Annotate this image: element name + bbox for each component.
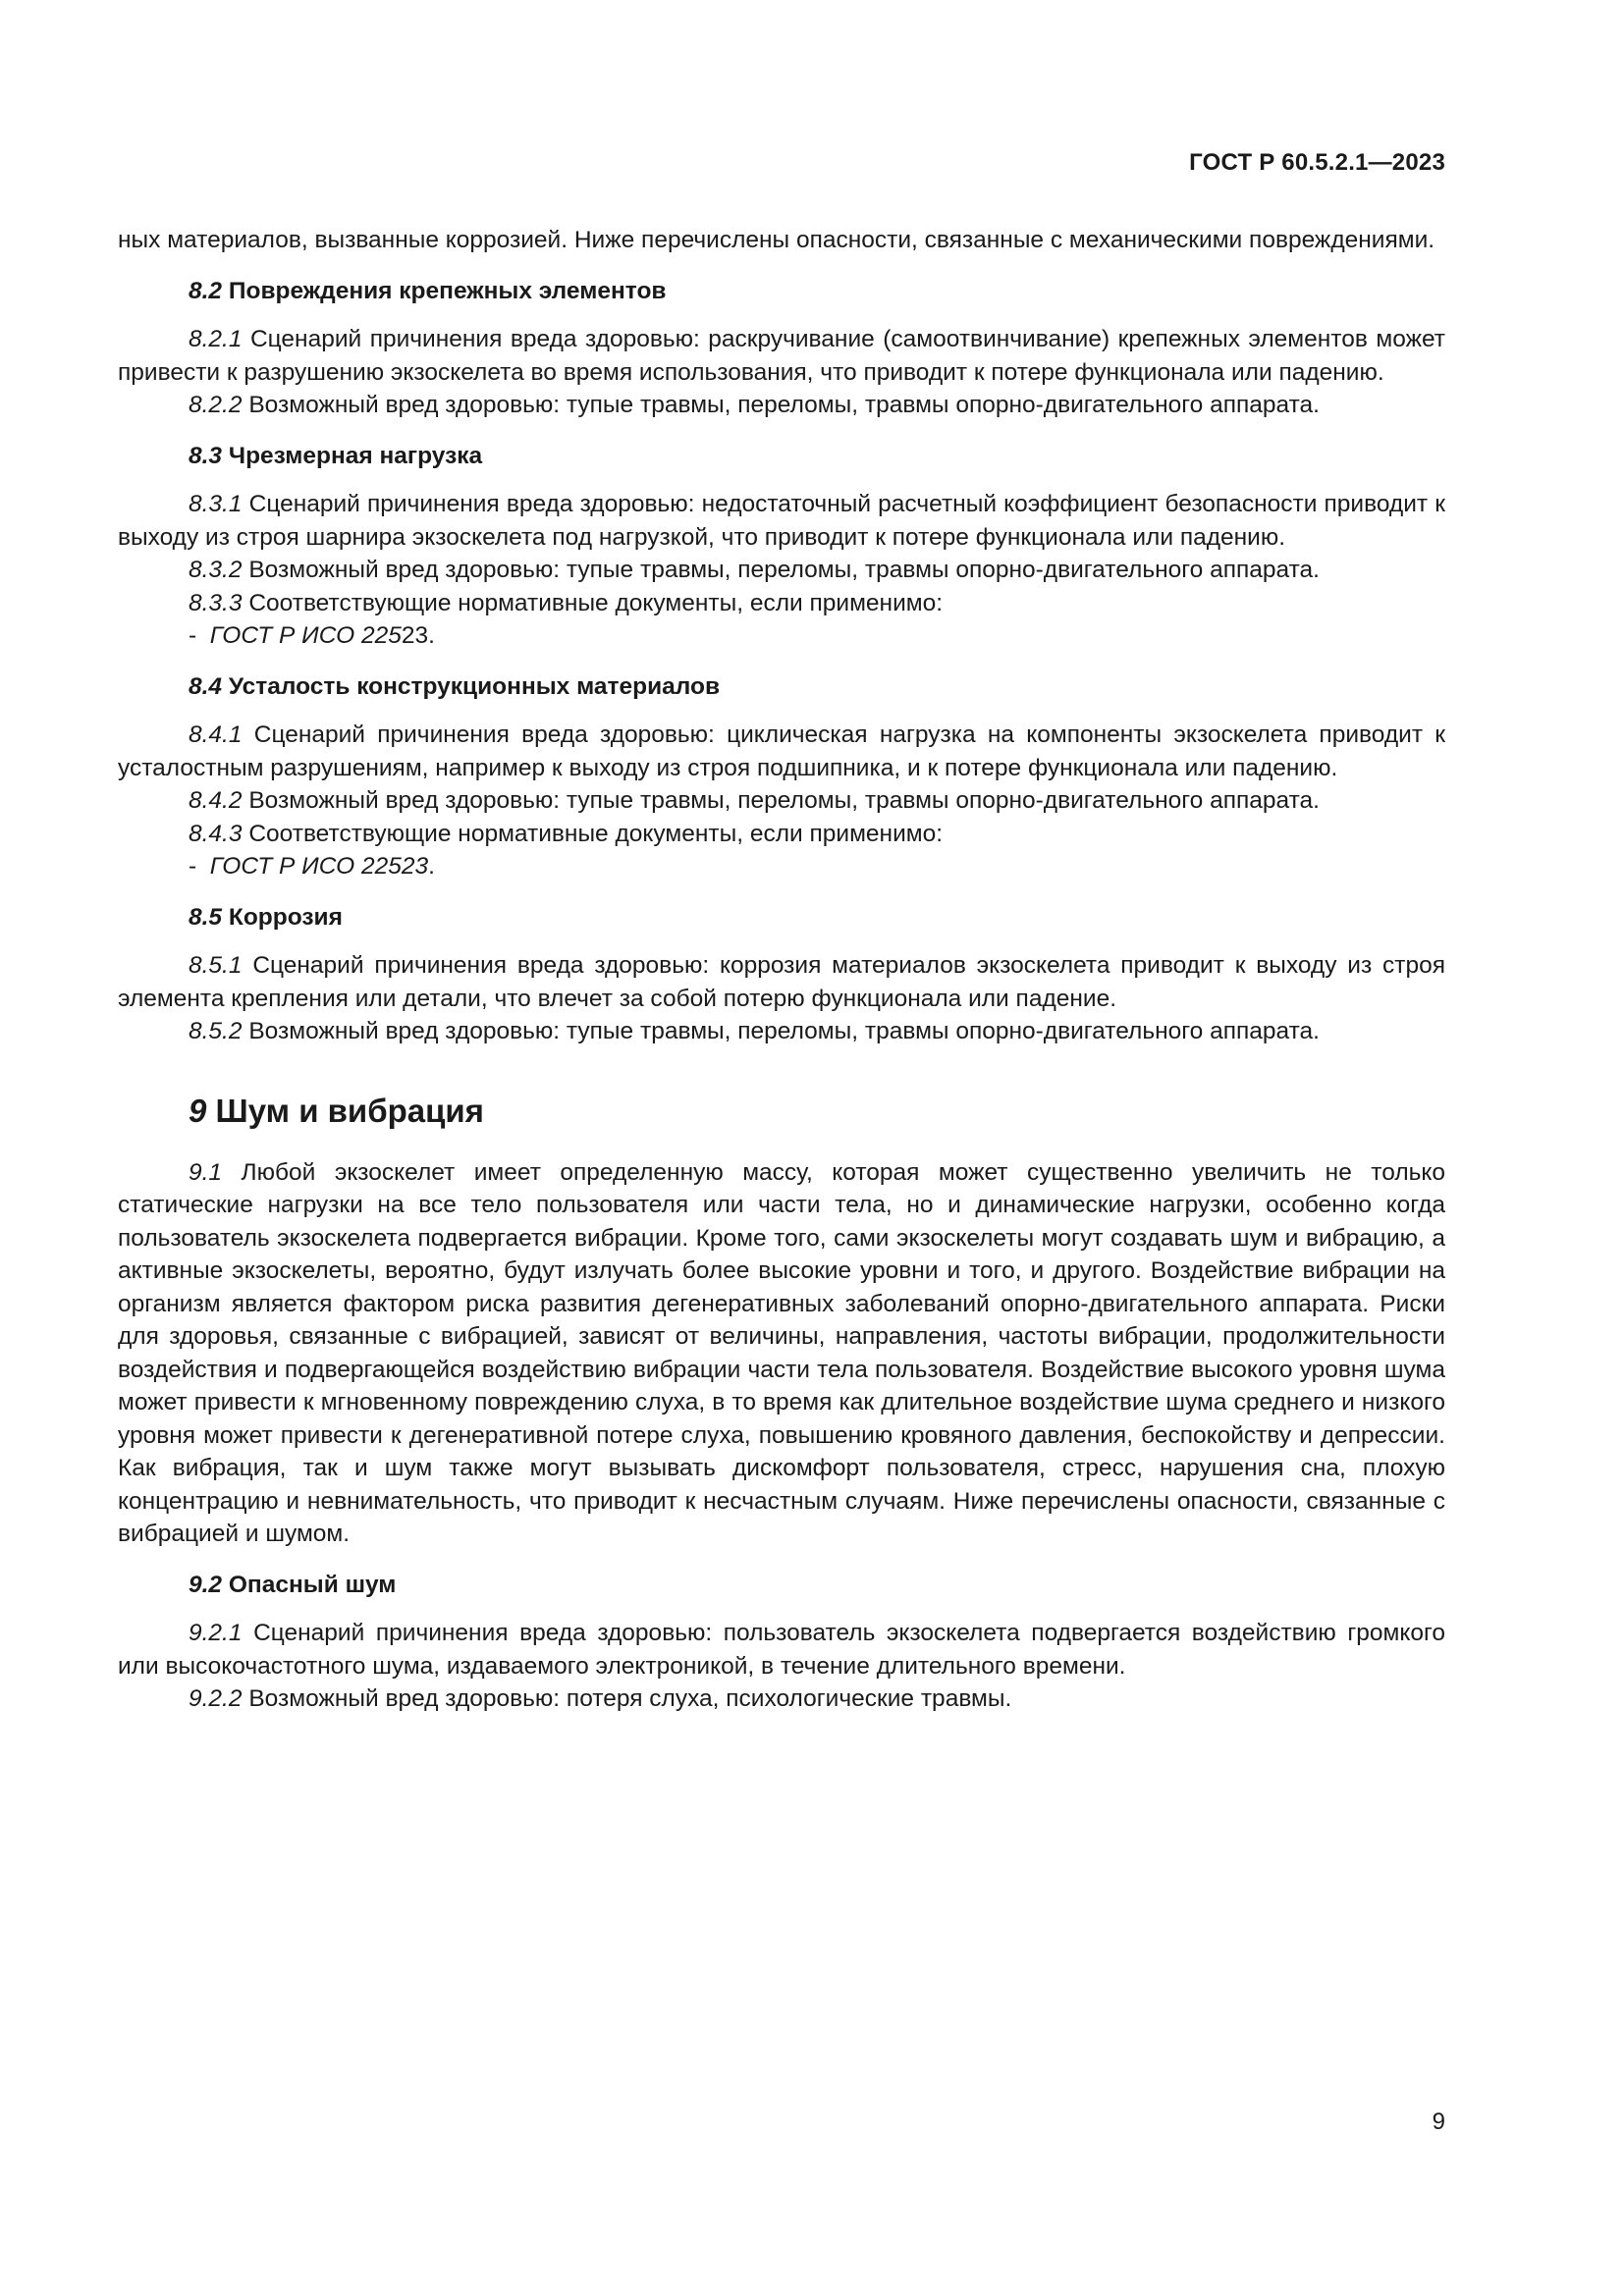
paragraph-8-2-1: 8.2.1 Сценарий причинения вреда здоровью: раскручивание (самоотвинчивание) крепежных элементов может привести к разрушению экзоскелета во время использования, что приводит к потере функционала или падению.	[118, 326, 1445, 386]
paragraph-9-2-2: 9.2.2 Возможный вред здоровью: потеря слуха, психологические травмы.	[189, 1685, 1012, 1712]
subsection-heading-8-2: 8.2 Повреждения крепежных элементов	[189, 277, 667, 304]
document-code-header: ГОСТ Р 60.5.2.1—2023	[1189, 149, 1445, 176]
subsection-heading-8-4: 8.4 Усталость конструкционных материалов	[189, 672, 721, 700]
paragraph-8-3-3: 8.3.3 Соответствующие нормативные документы, если применимо:	[189, 589, 944, 616]
reference-item-8-4: - ГОСТ Р ИСО 22523.	[189, 853, 435, 880]
paragraph-8-5-2: 8.5.2 Возможный вред здоровью: тупые травмы, переломы, травмы опорно-двигательного аппарата.	[189, 1018, 1320, 1044]
paragraph-8-4-2: 8.4.2 Возможный вред здоровью: тупые травмы, переломы, травмы опорно-двигательного аппарата.	[189, 787, 1320, 814]
paragraph-8-2-2: 8.2.2 Возможный вред здоровью: тупые травмы, переломы, травмы опорно-двигательного аппарата.	[189, 392, 1320, 418]
page-number: 9	[1432, 2109, 1445, 2135]
document-body	[118, 224, 1445, 1716]
paragraph-8-5-1: 8.5.1 Сценарий причинения вреда здоровью: коррозия материалов экзоскелета приводит к выходу из строя элемента крепления или детали, что влечет за собой потерю функционала или падение.	[118, 952, 1446, 1012]
reference-item-8-3: - ГОСТ Р ИСО 22523.	[189, 622, 435, 649]
section-heading-9: 9 Шум и вибрация	[189, 1092, 484, 1129]
subsection-heading-9-2: 9.2 Опасный шум	[189, 1571, 397, 1598]
subsection-heading-8-3: 8.3 Чрезмерная нагрузка	[189, 442, 483, 469]
paragraph-9-2-1: 9.2.1 Сценарий причинения вреда здоровью: пользователь экзоскелета подвергается воздействию громкого или высокочастотного шума, издаваемого электроникой, в течение длительного времени.	[118, 1620, 1445, 1680]
intro-paragraph: ных материалов, вызванные коррозией. Ниже перечислены опасности, связанные с механическими повреждениями.	[118, 227, 1435, 253]
paragraph-8-4-3: 8.4.3 Соответствующие нормативные документы, если применимо:	[189, 820, 944, 847]
subsection-heading-8-5: 8.5 Коррозия	[189, 903, 343, 931]
paragraph-8-3-1: 8.3.1 Сценарий причинения вреда здоровью: недостаточный расчетный коэффициент безопасности приводит к выходу из строя шарнира экзоскелета под нагрузкой, что приводит к потере функционала или падению.	[118, 491, 1445, 551]
paragraph-8-3-2: 8.3.2 Возможный вред здоровью: тупые травмы, переломы, травмы опорно-двигательного аппарата.	[189, 557, 1320, 583]
document-page	[118, 0, 1445, 2296]
paragraph-8-4-1: 8.4.1 Сценарий причинения вреда здоровью: циклическая нагрузка на компоненты экзоскелета приводит к усталостным разрушениям, например к выходу из строя подшипника, и к потере функционала или падению.	[118, 721, 1446, 781]
paragraph-9-1: 9.1 Любой экзоскелет имеет определенную массу, которая может существенно увеличить не только статические нагрузки на все тело пользователя или части тела, но и динамические нагрузки, особенно когда пользователь экзоскелета подвергается вибрации. Кроме того, сами экзоскелеты могут создавать шум и вибрацию, а активные экзоскелеты, вероятно, будут излучать более высокие уровни и того, и другого. Воздействие вибрации на организм является фактором риска развития дегенеративных заболеваний опорно-двигательного аппарата. Риски для здоровья, связанные с вибрацией, зависят от величины, направления, частоты вибрации, продолжительности воздействия и подвергающейся воздействию вибрации части тела пользователя. Воздействие высокого уровня шума может привести к мгновенному повреждению слуха, в то время как длительное воздействие шума среднего и низкого уровня может привести к дегенеративной потере слуха, повышению кровяного давления, беспокойству и депрессии. Как вибрация, так и шум также могут вызывать дискомфорт пользователя, стресс, нарушения сна, плохую концентрацию и невнимательность, что приводит к несчастным случаям. Ниже перечислены опасности, связанные с вибрацией и шумом.	[118, 1158, 1446, 1547]
